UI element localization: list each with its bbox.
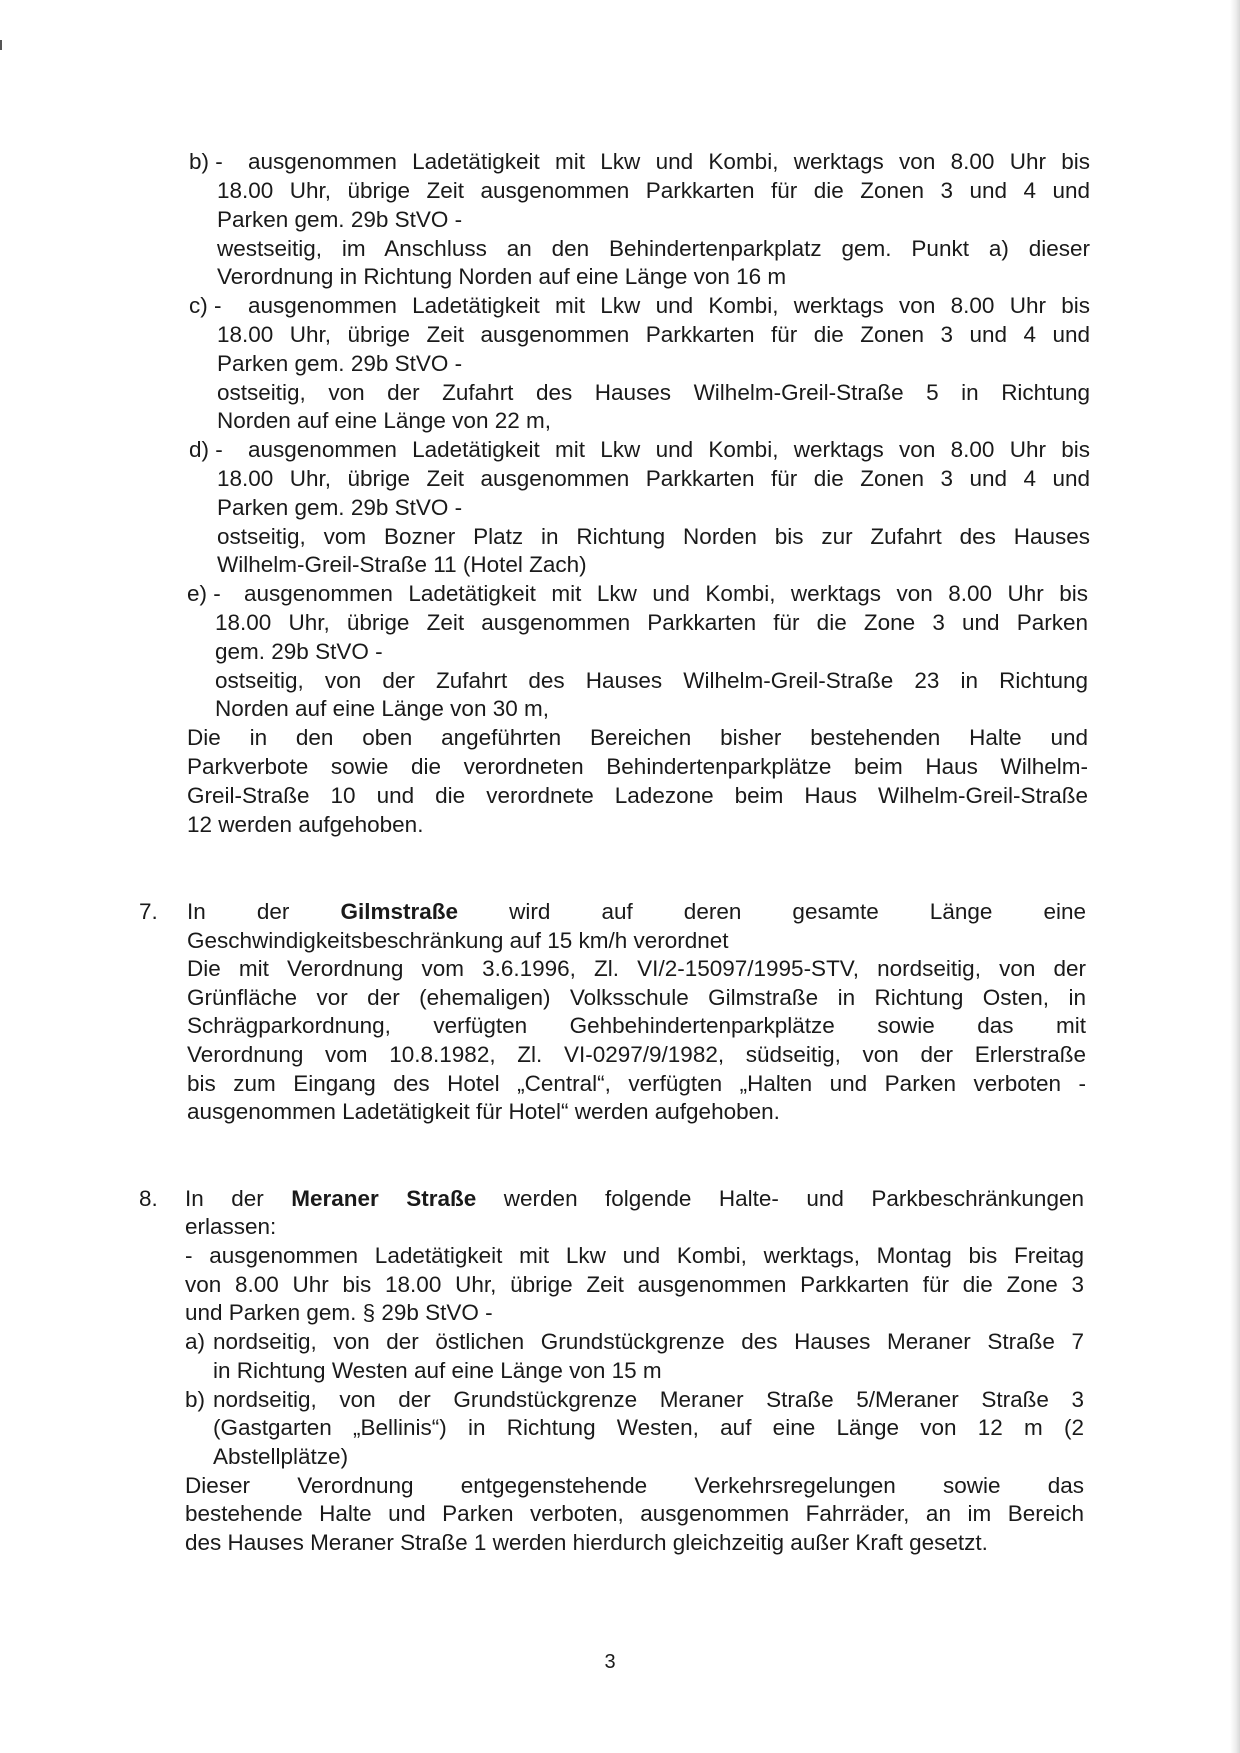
section-number: 7. — [139, 899, 158, 924]
item-8a-label: a) — [185, 1329, 206, 1354]
street-name: Meraner Straße — [291, 1186, 477, 1211]
text-line: 18.00 Uhr, übrige Zeit ausgenommen Parkkarten für die Zonen 3 und 4 und — [217, 178, 1090, 203]
text-line: nordseitig, von der Grundstückgrenze Meraner Straße 5/Meraner Straße 3 — [213, 1387, 1084, 1412]
text-line: gem. 29b StVO - — [215, 639, 383, 664]
text-line: - ausgenommen Ladetätigkeit mit Lkw und Kombi, werktags, Montag bis Freitag — [185, 1243, 1084, 1268]
scan-mark — [0, 40, 2, 50]
text-line: ausgenommen Ladetätigkeit mit Lkw und Kombi, werktags von 8.00 Uhr bis — [248, 293, 1090, 318]
text-fragment: wird auf deren gesamte Länge eine — [509, 899, 1086, 924]
text-line: Greil-Straße 10 und die verordnete Ladezone beim Haus Wilhelm-Greil-Straße — [187, 783, 1088, 808]
text-line: Verordnung vom 10.8.1982, Zl. VI-0297/9/1982, südseitig, von der Erlerstraße — [187, 1042, 1086, 1067]
text-line: Parken gem. 29b StVO - — [217, 351, 463, 376]
text-line: und Parken gem. § 29b StVO - — [185, 1300, 493, 1325]
text-fragment: In der — [187, 899, 290, 924]
text-line: westseitig, im Anschluss an den Behindertenparkplatz gem. Punkt a) dieser — [217, 236, 1090, 261]
text-line: Abstellplätze) — [213, 1444, 349, 1469]
text-line: bestehende Halte und Parken verboten, ausgenommen Fahrräder, an im Bereich — [185, 1501, 1084, 1526]
text-line: Parkverbote sowie die verordneten Behindertenparkplätze beim Haus Wilhelm- — [187, 754, 1088, 779]
text-line: ausgenommen Ladetätigkeit mit Lkw und Kombi, werktags von 8.00 Uhr bis — [248, 437, 1090, 462]
text-line: 18.00 Uhr, übrige Zeit ausgenommen Parkkarten für die Zone 3 und Parken — [215, 610, 1088, 635]
text-line: Die in den oben angeführten Bereichen bisher bestehenden Halte und — [187, 725, 1088, 750]
item-8b-label: b) — [185, 1387, 206, 1412]
text-line: 18.00 Uhr, übrige Zeit ausgenommen Parkkarten für die Zonen 3 und 4 und — [217, 466, 1090, 491]
section8-heading-line — [185, 1185, 1084, 1214]
item-6c-label: c) - — [189, 293, 222, 318]
text-line: ostseitig, vom Bozner Platz in Richtung Norden bis zur Zufahrt des Hauses — [217, 524, 1090, 549]
section7-heading-line — [187, 898, 1086, 927]
scan-edge — [1230, 0, 1240, 1753]
text-line: ausgenommen Ladetätigkeit für Hotel“ werden aufgehoben. — [187, 1099, 780, 1124]
text-line: Dieser Verordnung entgegenstehende Verkehrsregelungen sowie das — [185, 1473, 1084, 1498]
text-line: 18.00 Uhr, übrige Zeit ausgenommen Parkkarten für die Zonen 3 und 4 und — [217, 322, 1090, 347]
text-line: bis zum Eingang des Hotel „Central“, verfügten „Halten und Parken verboten - — [187, 1071, 1086, 1096]
text-line: Parken gem. 29b StVO - — [217, 495, 463, 520]
item-6e-label: e) - — [187, 581, 221, 606]
text-line: Grünfläche vor der (ehemaligen) Volksschule Gilmstraße in Richtung Osten, in — [187, 985, 1086, 1010]
section-number: 8. — [139, 1186, 158, 1211]
text-line: des Hauses Meraner Straße 1 werden hierdurch gleichzeitig außer Kraft gesetzt. — [185, 1530, 988, 1555]
text-line: von 8.00 Uhr bis 18.00 Uhr, übrige Zeit ausgenommen Parkkarten für die Zone 3 — [185, 1272, 1084, 1297]
text-line: Norden auf eine Länge von 30 m, — [215, 696, 549, 721]
item-6d-label: d) - — [189, 437, 223, 462]
text-line: Die mit Verordnung vom 3.6.1996, Zl. VI/2-15097/1995-STV, nordseitig, von der — [187, 956, 1086, 981]
text-line: Geschwindigkeitsbeschränkung auf 15 km/h verordnet — [187, 928, 729, 953]
text-line: 12 werden aufgehoben. — [187, 812, 424, 837]
text-line: erlassen: — [185, 1214, 277, 1239]
page-number: 3 — [604, 1651, 616, 1673]
text-line: ostseitig, von der Zufahrt des Hauses Wilhelm-Greil-Straße 5 in Richtung — [217, 380, 1090, 405]
text-line: in Richtung Westen auf eine Länge von 15 m — [213, 1358, 662, 1383]
text-line: Parken gem. 29b StVO - — [217, 207, 463, 232]
item-6b-label: b) - — [189, 149, 223, 174]
text-line: nordseitig, von der östlichen Grundstückgrenze des Hauses Meraner Straße 7 — [213, 1329, 1084, 1354]
text-line: Verordnung in Richtung Norden auf eine Länge von 16 m — [217, 264, 787, 289]
text-line: ausgenommen Ladetätigkeit mit Lkw und Kombi, werktags von 8.00 Uhr bis — [248, 149, 1090, 174]
text-line: (Gastgarten „Bellinis“) in Richtung Westen, auf eine Länge von 12 m (2 — [213, 1415, 1084, 1440]
text-line: ausgenommen Ladetätigkeit mit Lkw und Kombi, werktags von 8.00 Uhr bis — [244, 581, 1088, 606]
text-line: Norden auf eine Länge von 22 m, — [217, 408, 551, 433]
text-line: Wilhelm-Greil-Straße 11 (Hotel Zach) — [217, 552, 587, 577]
text-line: ostseitig, von der Zufahrt des Hauses Wilhelm-Greil-Straße 23 in Richtung — [215, 668, 1088, 693]
street-name: Gilmstraße — [340, 899, 459, 924]
text-fragment: werden folgende Halte- und Parkbeschränkungen — [503, 1186, 1084, 1211]
text-fragment: In der — [185, 1186, 264, 1211]
text-line: Schrägparkordnung, verfügten Gehbehindertenparkplätze sowie das mit — [187, 1013, 1086, 1038]
